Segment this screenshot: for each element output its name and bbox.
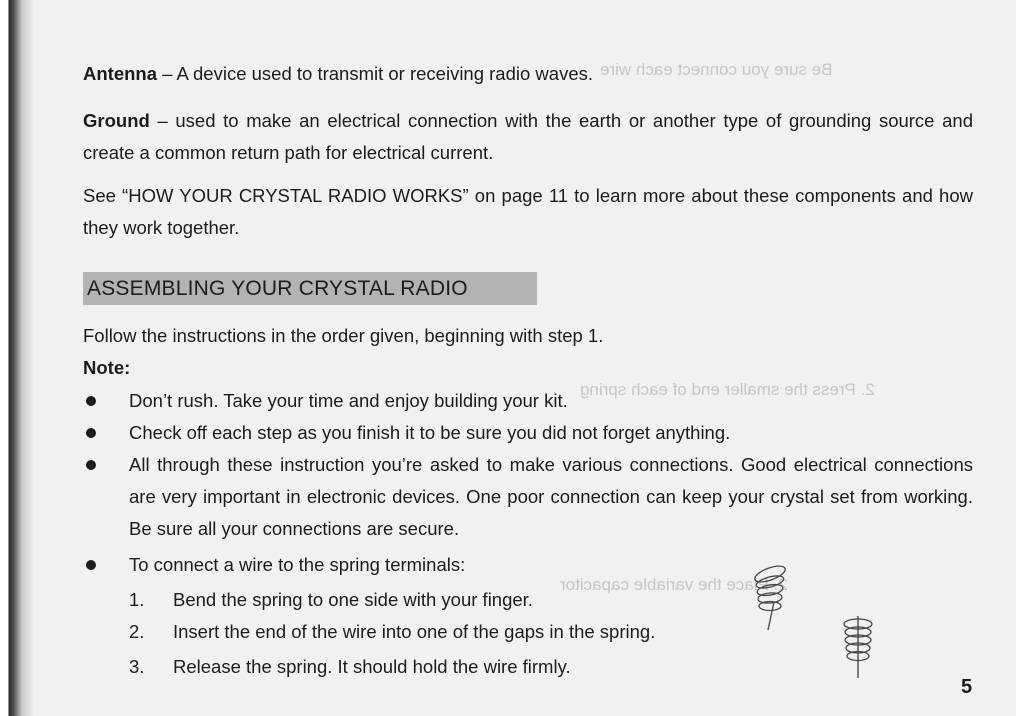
bullet-dot-icon [86,460,96,470]
page-number: 5 [961,676,973,698]
bullet-item [83,385,973,417]
definition-ground [83,105,973,169]
step-number: 2. [129,621,145,642]
bullet-item [83,549,973,581]
book-spine [0,0,34,716]
step-text: Bend the spring to one side with your finger. [173,589,533,610]
bullet-text: To connect a wire to the spring terminals: [129,554,466,575]
term-antenna: Antenna [83,63,157,84]
definition-ground-text: – used to make an electrical connection with the earth or another type of grounding source and create a common return path for electrical current. [83,110,973,163]
spring-bent-icon [748,562,792,632]
bullet-text: Check off each step as you finish it to be sure you did not forget anything. [129,422,731,443]
bullet-dot-icon [86,560,96,570]
spring-wire-icon [836,612,880,682]
bullet-text: All through these instruction you’re asked to make various connections. Good electrical connections are very important in electronic devices. One poor connection can keep your crystal set from working. Be sure all your connections are secure. [129,454,973,539]
show-through-bleed: 2. Press the smaller end of each spring [580,380,875,399]
step-number: 1. [129,589,145,610]
bullet-dot-icon [86,428,96,438]
show-through-bleed: Be sure you connect each wire [600,60,833,79]
definition-antenna [83,58,973,90]
bullet-text: Don’t rush. Take your time and enjoy building your kit. [129,390,568,411]
definition-antenna-text: – A device used to transmit or receiving radio waves. [157,63,593,84]
section-heading: ASSEMBLING YOUR CRYSTAL RADIO [83,272,537,305]
step-text: Release the spring. It should hold the wire firmly. [173,656,571,677]
note-label [83,352,973,384]
see-reference-paragraph: See “HOW YOUR CRYSTAL RADIO WORKS” on page 11 to learn more about these components and how they work together. [83,185,973,238]
step-text: Insert the end of the wire into one of the gaps in the spring. [173,621,656,642]
show-through-bleed: 2. Place the variable capacitor [560,575,788,594]
note-label-text: Note: [83,357,131,378]
bullet-dot-icon [86,396,96,406]
bullet-item [83,449,973,545]
step-number: 3. [129,656,145,677]
term-ground: Ground [83,110,150,131]
bullet-item [83,417,973,449]
intro-paragraph: Follow the instructions in the order given, beginning with step 1. [83,325,604,346]
